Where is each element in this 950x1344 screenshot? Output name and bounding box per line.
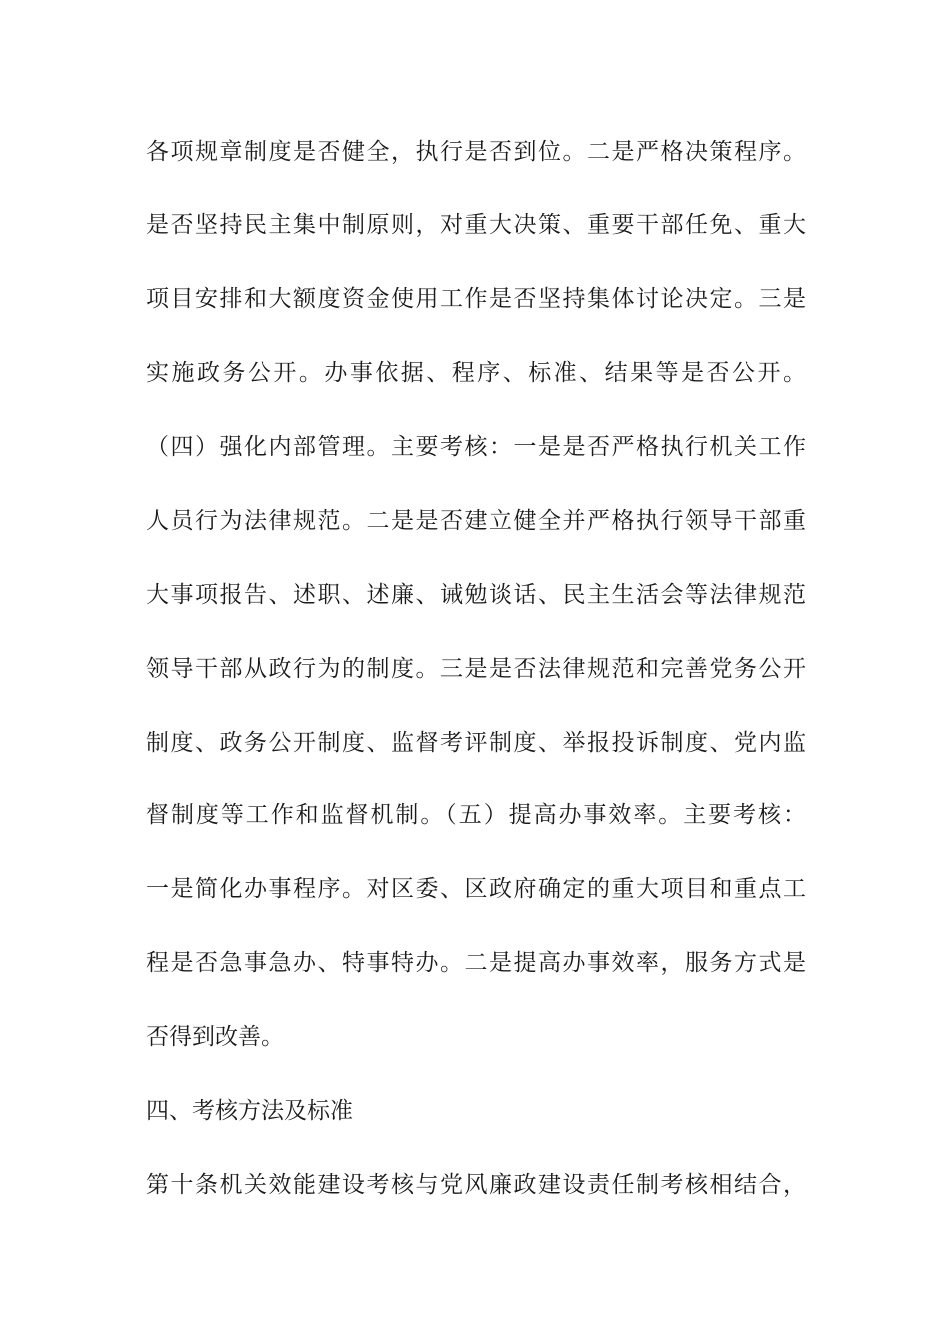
section-heading: 四、考核方法及标准 xyxy=(146,1098,353,1124)
text-line-12: 程是否急事急办、特事特办。二是提高办事效率，服务方式是 xyxy=(146,950,806,976)
text-line-2: 是否坚持民主集中制原则，对重大决策、重要干部任免、重大 xyxy=(146,212,806,238)
text-line-5: （四）强化内部管理。主要考核：一是是否严格执行机关工作 xyxy=(146,434,806,460)
text-line-9: 制度、政务公开制度、监督考评制度、举报投诉制度、党内监 xyxy=(146,730,806,756)
text-line-10: 督制度等工作和监督机制。（五）提高办事效率。主要考核： xyxy=(146,802,806,828)
text-line-11: 一是简化办事程序。对区委、区政府确定的重大项目和重点工 xyxy=(146,876,806,902)
text-line-4: 实施政务公开。办事依据、程序、标准、结果等是否公开。 xyxy=(146,360,806,386)
text-line-8: 领导干部从政行为的制度。三是是否法律规范和完善党务公开 xyxy=(146,656,806,682)
text-line-13: 否得到改善。 xyxy=(146,1024,284,1050)
text-line-7: 大事项报告、述职、述廉、诫勉谈话、民主生活会等法律规范 xyxy=(146,582,806,608)
text-line-6: 人员行为法律规范。二是是否建立健全并严格执行领导干部重 xyxy=(146,508,806,534)
text-line-1: 各项规章制度是否健全，执行是否到位。二是严格决策程序。 xyxy=(146,139,806,165)
text-line-3: 项目安排和大额度资金使用工作是否坚持集体讨论决定。三是 xyxy=(146,286,806,312)
text-line-15: 第十条机关效能建设考核与党风廉政建设责任制考核相结合， xyxy=(146,1172,806,1198)
